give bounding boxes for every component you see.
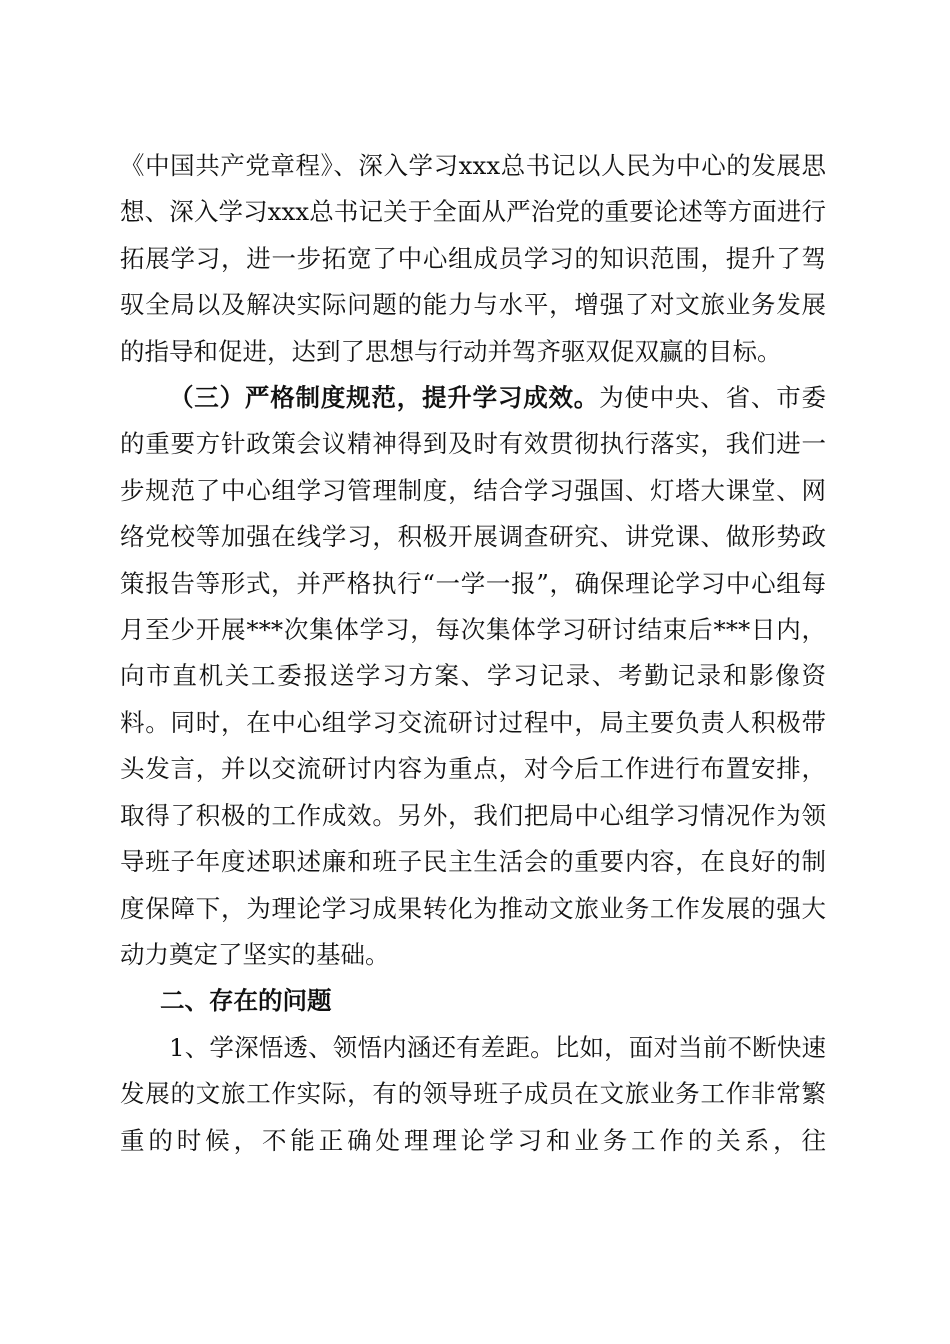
paragraph-problem-1: 1、学深悟透、领悟内涵还有差距。比如，面对当前不断快速发展的文旅工作实际，有的领导班子成员在文旅业务工作非常繁重的时候，不能正确处理理论学习和业务工作的关系，往 [120,1032,826,1155]
section-3-lead: （三）严格制度规范，提升学习成效。 [169,383,600,413]
section-heading-problems: 二、存在的问题 [160,986,332,1016]
section-3-body: 为使中央、省、市委的重要方针政策会议精神得到及时有效贯彻执行落实，我们进一步规范了中心组学习管理制度，结合学习强国、灯塔大课堂、网络党校等加强在线学习，积极开展调查研究、讲党课、做形势政策报告等形式，并严格执行“一学一报”，确保理论学习中心组每月至少开展***次集体学习，每次集体学习研讨结束后***日内，向市直机关工委报送学习方案、学习记录、考勤记录和影像资料。同时，在中心组学习交流研讨过程中，局主要负责人积极带头发言，并以交流研讨内容为重点，对今后工作进行布置安排，取得了积极的工作成效。另外，我们把局中心组学习情况作为领导班子年度述职述廉和班子民主生活会的重要内容，在良好的制度保障下，为理论学习成果转化为推动文旅业务工作发展的强大动力奠定了坚实的基础。 [120,383,827,969]
paragraph-section-3 [120,375,826,978]
paragraph-study-expansion: 《中国共产党章程》、深入学习xxx总书记以人民为中心的发展思想、深入学习xxx总书记关于全面从严治党的重要论述等方面进行拓展学习，进一步拓宽了中心组成员学习的知识范围，提升了驾驭全局以及解决实际问题的能力与水平，增强了对文旅业务发展的指导和促进，达到了思想与行动并驾齐驱双促双赢的目标。 [120,151,826,366]
